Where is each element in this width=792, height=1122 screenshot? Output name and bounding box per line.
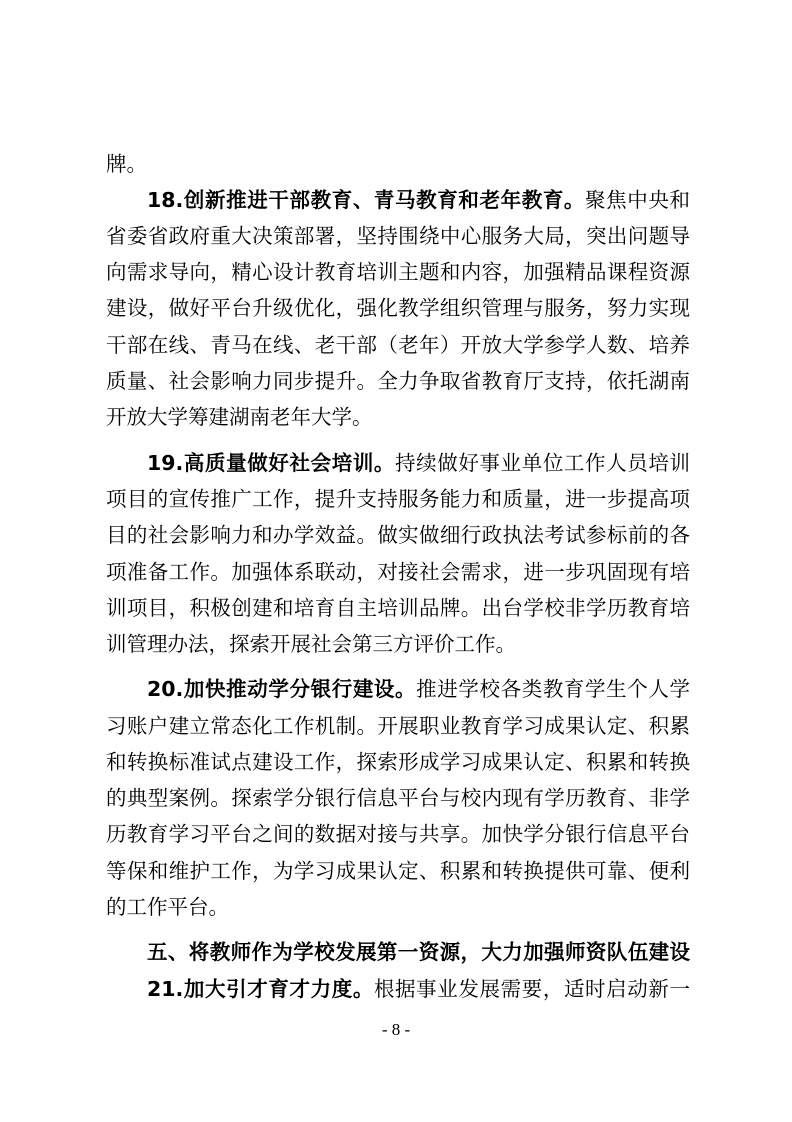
paragraph-line: 牌。 — [106, 152, 147, 176]
page-number: - 8 - — [381, 1020, 411, 1039]
paragraph-line: 习账户建立常态化工作机制。开展职业教育学习成果认定、积累 — [106, 714, 690, 738]
paragraph-line: 向需求导向，精心设计教育培训主题和内容，加强精品课程资源 — [106, 260, 690, 284]
section-label: 19.高质量做好社会培训。 — [147, 451, 396, 475]
paragraph-line: 和转换标准试点建设工作，探索形成学习成果认定、积累和转换 — [106, 750, 690, 774]
section-label: 20.加快推动学分银行建设。 — [147, 677, 417, 701]
paragraph-line: 项准备工作。加强体系联动，对接社会需求，进一步巩固现有培 — [106, 560, 690, 584]
section-19-heading-line: 19.高质量做好社会培训。持续做好事业单位工作人员培训 — [147, 451, 690, 475]
section-label: 21.加大引才育才力度。 — [147, 977, 374, 1001]
section-20-heading-line: 20.加快推动学分银行建设。推进学校各类教育学生个人学 — [147, 677, 690, 701]
chapter-five-heading: 五、将教师作为学校发展第一资源，大力加强师资队伍建设 — [147, 940, 690, 964]
paragraph-line: 训管理办法，探索开展社会第三方评价工作。 — [106, 632, 516, 656]
section-21-heading-line: 21.加大引才育才力度。根据事业发展需要，适时启动新一 — [147, 977, 690, 1001]
section-label: 18.创新推进干部教育、青马教育和老年教育。 — [147, 188, 586, 212]
paragraph-line: 项目的宣传推广工作，提升支持服务能力和质量，进一步提高项 — [106, 487, 690, 511]
section-18-heading-line: 18.创新推进干部教育、青马教育和老年教育。聚焦中央和 — [147, 188, 690, 212]
paragraph-line: 干部在线、青马在线、老干部（老年）开放大学参学人数、培养 — [106, 333, 690, 357]
paragraph-line: 的工作平台。 — [106, 895, 229, 919]
paragraph-line: 等保和维护工作，为学习成果认定、积累和转换提供可靠、便利 — [106, 859, 690, 883]
paragraph-line: 目的社会影响力和办学效益。做实做细行政执法考试参标前的各 — [106, 523, 690, 547]
paragraph-line: 建设，做好平台升级优化，强化教学组织管理与服务，努力实现 — [106, 296, 690, 320]
paragraph-line: 质量、社会影响力同步提升。全力争取省教育厅支持，依托湖南 — [106, 369, 690, 393]
paragraph-line: 省委省政府重大决策部署，坚持围绕中心服务大局，突出问题导 — [106, 224, 690, 248]
paragraph-line: 历教育学习平台之间的数据对接与共享。加快学分银行信息平台 — [106, 822, 690, 846]
paragraph-line: 开放大学筹建湖南老年大学。 — [106, 405, 373, 429]
paragraph-line: 训项目，积极创建和培育自主培训品牌。出台学校非学历教育培 — [106, 596, 690, 620]
paragraph-line: 的典型案例。探索学分银行信息平台与校内现有学历教育、非学 — [106, 786, 690, 810]
